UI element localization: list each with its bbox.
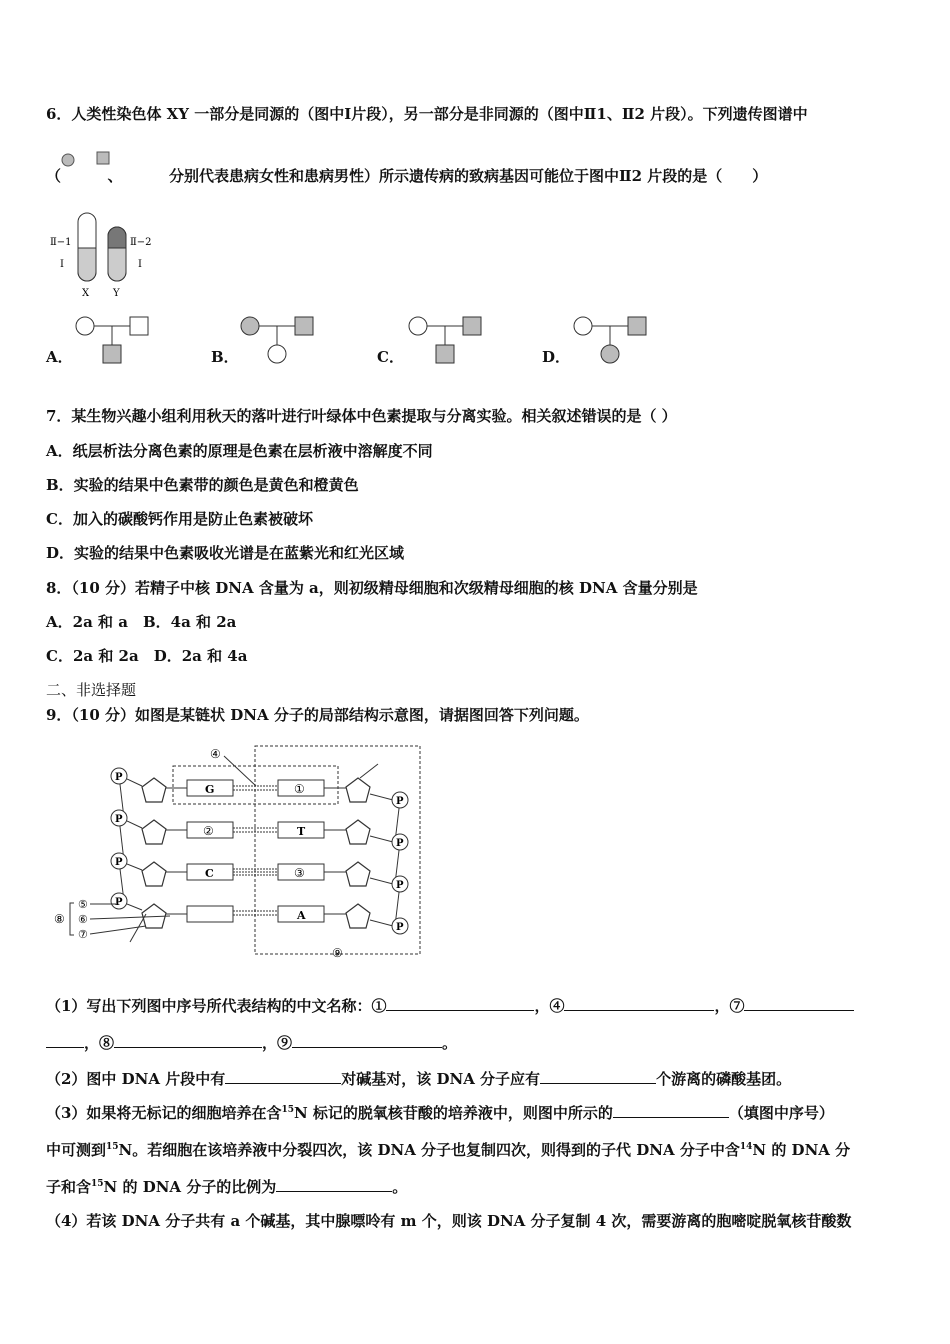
label-ii1: Ⅱ−1: [50, 237, 72, 248]
p-r1: P: [396, 796, 404, 807]
p-1: P: [115, 772, 123, 783]
q9-part3-text-e: N。若细胞在该培养液中分裂四次，该 DNA 分子也复制四次，则得到的子代 DNA 分子中含: [118, 1141, 740, 1159]
y-segment-ii2: [108, 227, 126, 248]
q9-part3-text-f: N 的 DNA 分: [752, 1141, 851, 1159]
label-4: ④: [210, 747, 221, 761]
q7-stem: 7．某生物兴趣小组利用秋天的落叶进行叶绿体中色素提取与分离实验。相关叙述错误的是（ ）: [46, 407, 677, 425]
q8-options-ab: A．2a 和 a B．4a 和 2a: [46, 613, 237, 631]
answer-blank-7[interactable]: [744, 996, 854, 1011]
sup-15-a: 15: [281, 1105, 294, 1115]
answer-blank-1[interactable]: [386, 996, 534, 1011]
q9-part3-line1: [46, 1102, 834, 1123]
q9-part1-text-c: ，⑦: [714, 997, 745, 1015]
base-c: C: [205, 867, 214, 880]
q9-part2-text-c: 个游离的磷酸基团。: [656, 1070, 792, 1088]
label-1: ①: [294, 782, 305, 796]
q9-part1-text-e: ，⑨: [262, 1034, 293, 1052]
q6-option-b-label: B．: [211, 348, 239, 366]
q9-part1-line2: [46, 1032, 457, 1053]
section-heading: 二、非选择题: [46, 681, 137, 699]
q9-stem: 9．（10 分）如图是某链状 DNA 分子的局部结构示意图，请据图回答下列问题。: [46, 706, 589, 724]
label-9: ⑨: [332, 946, 343, 960]
p-r2: P: [396, 838, 404, 849]
pedigree-b: [241, 317, 313, 363]
answer-blank-pairs[interactable]: [225, 1069, 341, 1084]
p-r4: P: [396, 922, 404, 933]
q9-part1-text-f: 。: [442, 1034, 458, 1052]
sup-15-c: 15: [91, 1179, 104, 1189]
q9-part3-text-i: 。: [392, 1178, 408, 1196]
label-2: ②: [203, 824, 214, 838]
q9-part1-line1: [46, 995, 854, 1016]
label-6: ⑥: [78, 913, 88, 926]
q9-part3-text-b: N 标记的脱氧核苷酸的培养液中，则图中所示的: [293, 1104, 613, 1122]
label-i-right: Ⅰ: [138, 259, 142, 270]
answer-blank-9[interactable]: [292, 1033, 442, 1048]
x-segment-i: [78, 248, 96, 281]
q9-part1-text-b: ，④: [534, 997, 565, 1015]
q7-option-d: D．实验的结果中色素吸收光谱是在蓝紫光和红光区域: [46, 544, 405, 562]
dna-structure-figure: [50, 738, 430, 963]
sup-15-b: 15: [106, 1142, 119, 1152]
q9-part2-text-b: 对碱基对，该 DNA 分子应有: [341, 1070, 541, 1088]
row-3: [111, 853, 408, 892]
q7-option-a: A．纸层析法分离色素的原理是色素在层析液中溶解度不同: [46, 442, 433, 460]
q9-part3-text-d: 中可测到: [46, 1141, 107, 1159]
q9-part2: [46, 1068, 791, 1089]
label-x: X: [82, 288, 90, 299]
answer-blank-position[interactable]: [613, 1103, 729, 1118]
label-7: ⑦: [78, 928, 88, 941]
q6-paren-open: （: [46, 167, 62, 185]
base-g: G: [205, 783, 215, 796]
label-5: ⑤: [78, 898, 88, 911]
q6-option-c-label: C．: [377, 348, 404, 366]
p-4: P: [115, 897, 123, 908]
q6-sep: 、: [107, 167, 123, 185]
base-a: A: [297, 909, 306, 922]
xy-chromosome-figure: [46, 205, 166, 300]
p-2: P: [115, 814, 123, 825]
q9-part1-text-a: （1）写出下列图中序号所代表结构的中文名称：①: [46, 997, 387, 1015]
q7-option-c: C．加入的碳酸钙作用是防止色素被破坏: [46, 510, 313, 528]
base-t: T: [297, 825, 306, 838]
answer-blank-ratio[interactable]: [276, 1177, 392, 1192]
q6-stem-line2: [46, 165, 767, 186]
q6-stem-rest: 分别代表患病女性和患病男性）所示遗传病的致病基因可能位于图中Ⅱ2 片段的是（ ）: [168, 167, 768, 185]
q9-part4: （4）若该 DNA 分子共有 a 个碱基，其中腺嘌呤有 m 个，则该 DNA 分子复制 4 次，需要游离的胞嘧啶脱氧核苷酸数: [46, 1212, 852, 1230]
answer-blank-phosphate[interactable]: [540, 1069, 656, 1084]
label-8: ⑧: [54, 912, 65, 926]
q9-part3-line2: [46, 1139, 850, 1160]
q6-option-a-label: A．: [46, 348, 73, 366]
affected-male-symbol: [97, 152, 109, 164]
row-4: [111, 893, 408, 934]
q9-part3-line3: [46, 1176, 407, 1197]
q9-part1-text-d: ，⑧: [84, 1034, 115, 1052]
q8-options-cd: C．2a 和 2a D．2a 和 4a: [46, 647, 248, 665]
q7-option-b: B．实验的结果中色素带的颜色是黄色和橙黄色: [46, 476, 359, 494]
y-segment-i: [108, 248, 126, 281]
answer-blank-8[interactable]: [114, 1033, 262, 1048]
answer-blank-7-cont[interactable]: [46, 1033, 84, 1048]
label-i-left: Ⅰ: [60, 259, 64, 270]
row-1: [111, 768, 408, 808]
sup-14: 14: [739, 1142, 753, 1152]
q6-option-d-label: D．: [542, 348, 571, 366]
pedigree-a: [76, 317, 148, 363]
q9-part2-text-a: （2）图中 DNA 片段中有: [46, 1070, 226, 1088]
answer-blank-4[interactable]: [564, 996, 714, 1011]
q9-part3-text-c: （填图中序号）: [728, 1104, 834, 1122]
q9-part3-text-a: （3）如果将无标记的细胞培养在含: [46, 1104, 282, 1122]
q8-stem: 8．（10 分）若精子中核 DNA 含量为 a，则初级精母细胞和次级精母细胞的核 DNA 含量分别是: [46, 579, 698, 597]
pedigree-d: [574, 317, 646, 363]
p-3: P: [115, 857, 123, 868]
affected-female-symbol: [62, 154, 74, 166]
label-y: Y: [113, 288, 120, 299]
q9-part3-text-h: N 的 DNA 分子的比例为: [103, 1178, 277, 1196]
legend-symbols: [55, 150, 115, 172]
q9-part3-text-g: 子和含: [46, 1178, 92, 1196]
label-ii2: Ⅱ−2: [130, 237, 152, 248]
row-2: [111, 810, 408, 850]
q6-stem-line1: 6．人类性染色体 XY 一部分是同源的（图中Ⅰ片段），另一部分是非同源的（图中Ⅱ1、Ⅱ2 片段）。下列遗传图谱中: [46, 105, 808, 123]
pedigree-c: [409, 317, 481, 363]
p-r3: P: [396, 880, 404, 891]
label-3: ③: [294, 866, 305, 880]
